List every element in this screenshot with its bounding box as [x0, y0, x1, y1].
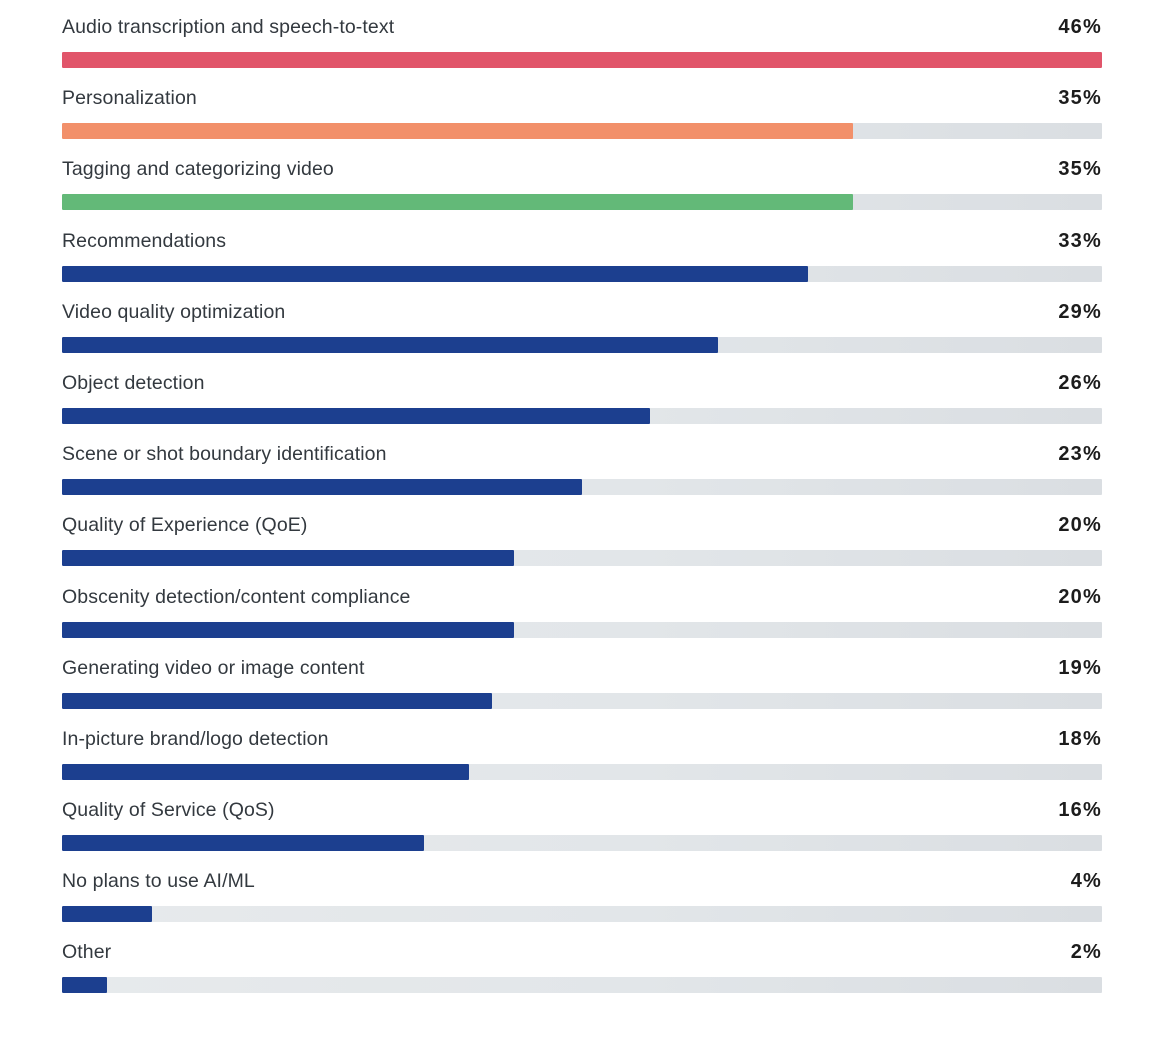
bar-row-header	[62, 941, 1102, 971]
bar-track	[62, 835, 1102, 851]
bar-fill	[62, 123, 853, 139]
bar-value-label: 35%	[1058, 87, 1102, 110]
bar-value-label: 23%	[1058, 443, 1102, 466]
bar-row	[62, 514, 1102, 585]
bar-value-label: 20%	[1058, 585, 1102, 608]
bar-fill	[62, 977, 107, 993]
bar-fill	[62, 693, 492, 709]
bar-category-label: Scene or shot boundary identification	[62, 443, 387, 466]
bar-fill	[62, 337, 718, 353]
bar-row	[62, 799, 1102, 870]
bar-row-header	[62, 799, 1102, 829]
bar-track	[62, 764, 1102, 780]
bar-fill	[62, 52, 1102, 68]
bar-track	[62, 266, 1102, 282]
bar-row-header	[62, 87, 1102, 117]
bar-category-label: Recommendations	[62, 229, 227, 252]
bar-row-header	[62, 514, 1102, 544]
bar-fill	[62, 266, 808, 282]
bar-fill	[62, 906, 152, 922]
bar-value-label: 18%	[1058, 727, 1102, 750]
bar-category-label: Other	[62, 941, 112, 964]
bar-category-label: Object detection	[62, 371, 205, 394]
bar-category-label: Quality of Experience (QoE)	[62, 514, 308, 537]
bar-row	[62, 16, 1102, 87]
bar-row	[62, 941, 1102, 1012]
bar-category-label: Tagging and categorizing video	[62, 158, 334, 181]
bar-row	[62, 87, 1102, 158]
bar-track	[62, 622, 1102, 638]
bar-category-label: Generating video or image content	[62, 656, 365, 679]
bar-row	[62, 443, 1102, 514]
bar-fill	[62, 479, 582, 495]
bar-value-label: 2%	[1070, 941, 1102, 964]
bar-row-header	[62, 657, 1102, 687]
bar-category-label: Personalization	[62, 87, 197, 110]
bar-track	[62, 52, 1102, 68]
bar-fill	[62, 764, 469, 780]
bar-category-label: Quality of Service (QoS)	[62, 799, 275, 822]
bar-fill	[62, 408, 650, 424]
bar-track	[62, 194, 1102, 210]
bar-category-label: Video quality optimization	[62, 300, 286, 323]
bar-value-label: 46%	[1058, 16, 1102, 38]
bar-category-label: In-picture brand/logo detection	[62, 727, 329, 750]
bar-fill	[62, 194, 853, 210]
bar-value-label: 33%	[1058, 229, 1102, 252]
bar-track	[62, 408, 1102, 424]
bar-fill	[62, 835, 424, 851]
bar-row	[62, 870, 1102, 941]
bar-fill	[62, 622, 514, 638]
bar-value-label: 16%	[1058, 799, 1102, 822]
bar-row-header	[62, 158, 1102, 188]
bar-value-label: 35%	[1058, 158, 1102, 181]
bar-track	[62, 977, 1102, 993]
bar-row	[62, 230, 1102, 301]
bar-track	[62, 123, 1102, 139]
bar-track	[62, 906, 1102, 922]
bar-row-header	[62, 230, 1102, 260]
bar-row-header	[62, 728, 1102, 758]
bar-row	[62, 301, 1102, 372]
bar-fill	[62, 550, 514, 566]
bar-row-header	[62, 16, 1102, 46]
bar-row	[62, 372, 1102, 443]
bar-category-label: Audio transcription and speech-to-text	[62, 16, 395, 38]
bar-track	[62, 550, 1102, 566]
bar-track	[62, 479, 1102, 495]
bar-category-label: Obscenity detection/content compliance	[62, 585, 411, 608]
bar-track	[62, 693, 1102, 709]
bar-row	[62, 158, 1102, 229]
bar-row	[62, 728, 1102, 799]
bar-value-label: 26%	[1058, 371, 1102, 394]
bar-row-header	[62, 443, 1102, 473]
bar-value-label: 29%	[1058, 300, 1102, 323]
bar-row-header	[62, 372, 1102, 402]
bar-row-header	[62, 870, 1102, 900]
bar-row-header	[62, 586, 1102, 616]
bar-row	[62, 657, 1102, 728]
bar-value-label: 19%	[1058, 656, 1102, 679]
bar-row	[62, 586, 1102, 657]
bar-value-label: 4%	[1070, 870, 1102, 893]
bar-value-label: 20%	[1058, 514, 1102, 537]
bar-row-header	[62, 301, 1102, 331]
bar-category-label: No plans to use AI/ML	[62, 870, 255, 893]
bar-track	[62, 337, 1102, 353]
